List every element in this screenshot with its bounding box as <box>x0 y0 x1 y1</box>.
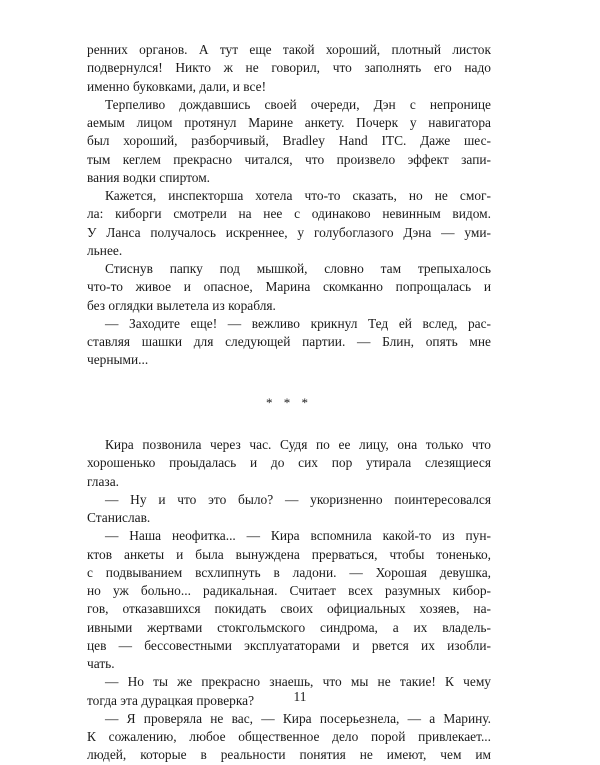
text-line: ктов анкеты и была вынуждена прерваться, чтобы тоненько, <box>87 546 491 562</box>
text-line: ла: киборги смотрели на нее с одинаково невинным видом. <box>87 206 491 222</box>
text-line: глаза. <box>87 473 120 489</box>
text-line: льнее. <box>87 242 123 258</box>
section-gap <box>87 370 491 388</box>
text-line: ставляя шашки для следующей партии. — Блин, опять мне <box>87 334 491 349</box>
section-separator: * * * <box>266 394 312 410</box>
text-line: ивными жертвами стокгольмского синдрома, а их владель- <box>87 619 491 635</box>
text-line: Кира позвонила через час. Судя по ее лицу, она только что <box>105 437 491 452</box>
text-line: Терпеливо дождавшись своей очереди, Дэн с непроницe <box>105 96 491 112</box>
text-line: — Наша неофитка... — Кира вспомнила какой-то из пун- <box>105 528 491 544</box>
text-line: подвернулся! Никто ж не говорил, что заполнять его надо <box>87 60 491 76</box>
text-line: — Заходите еще! — вежливо крикнул Тед ей вслед, рас- <box>105 315 491 331</box>
text-line: — Ну и что это было? — укоризненно поинтересовался <box>105 491 491 507</box>
text-line: вания водки спиртом. <box>87 169 211 185</box>
text-line: — Но ты же прекрасно знаешь, что мы не такие! К чему <box>105 674 491 690</box>
text-line: что-то живое и опасное, Марина скомканно попрощалась и <box>87 279 491 295</box>
text-line: Станислав. <box>87 510 151 525</box>
text-line: аемым лицом протянул Марине анкету. Почерк у навигатора <box>87 115 491 130</box>
text-line: тогда эта дурацкая проверка? <box>87 692 255 708</box>
text-line: К сожалению, любое общественное дело порой привлекает... <box>87 729 491 744</box>
text-line: чать. <box>87 656 115 671</box>
text-line: с подвыванием всхлипнуть в ладони. — Хорошая девушка, <box>87 564 491 580</box>
text-line: но уж больно... радикальная. Считает всех разумных кибор- <box>87 583 491 598</box>
text-line: был хороший, разборчивый, Bradley Hand ITC. Даже шес- <box>87 133 491 149</box>
text-line: гов, отказавшихся покидать своих официальных хозяев, на- <box>87 601 491 617</box>
text-line: людей, которые в реальности понятия не имеют, чем им <box>87 747 491 763</box>
text-line: — Я проверяла не вас, — Кира посерьезнела, — а Марину. <box>105 710 491 726</box>
section-gap <box>87 418 491 436</box>
text-line: У Ланса получалось искреннее, у голубоглазого Дэна — уми- <box>87 224 491 240</box>
text-line: без оглядки вылетела из корабля. <box>87 297 276 313</box>
page-text <box>87 41 491 765</box>
text-line: ренних органов. А тут еще такой хороший, плотный листок <box>87 42 491 57</box>
text-line: Стиснув папку под мышкой, словно там трепыхалось <box>105 261 491 276</box>
text-line: тым кеглем прекрасно читался, что произвело эффект запи- <box>87 151 491 167</box>
page-number: 11 <box>293 689 307 704</box>
text-line: Кажется, инспекторша хотела что-то сказать, но не смог- <box>105 188 491 203</box>
text-line: именно буковками, дали, и все! <box>87 78 267 94</box>
text-line: черными... <box>87 352 149 368</box>
text-line: цев — бессовестными эксплуататорами и рвется их изобли- <box>87 637 491 653</box>
text-line: хорошенько проыдалась и до сих пор утирала слезящиеся <box>87 455 491 471</box>
